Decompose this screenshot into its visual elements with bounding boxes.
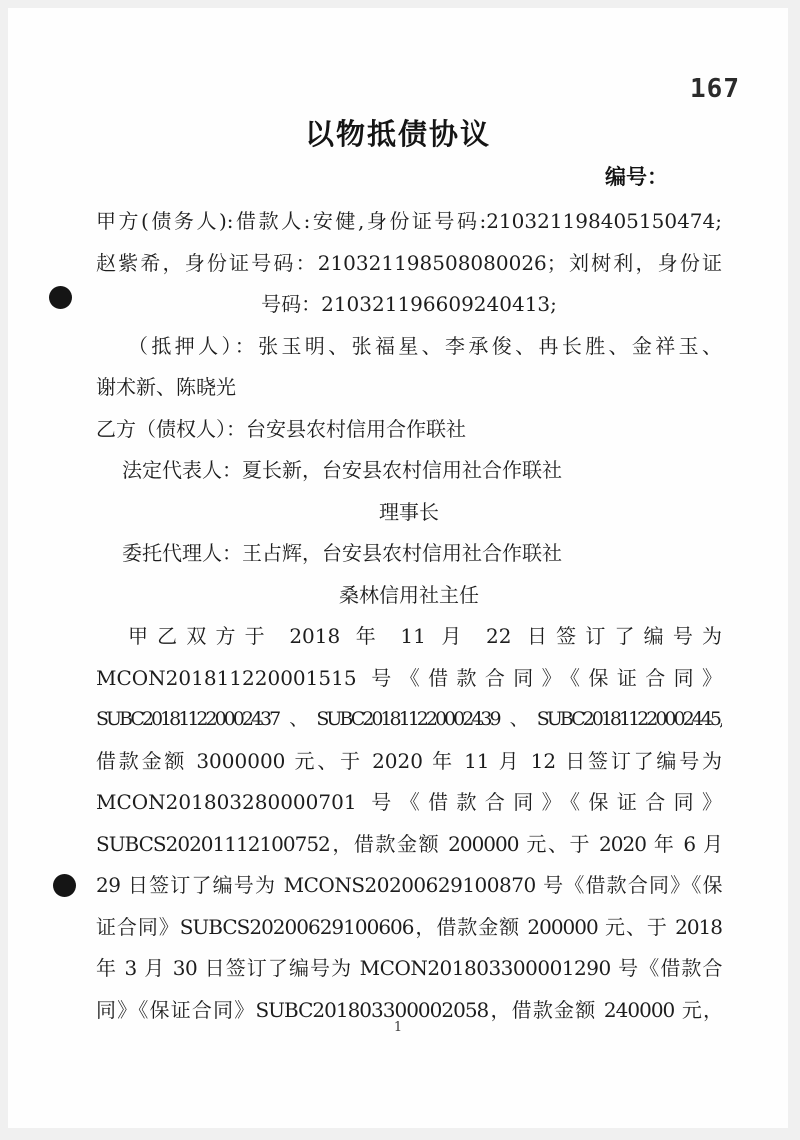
authorized-agent-line-1: 委托代理人：王占辉，台安县农村信用社合作联社 bbox=[122, 541, 562, 565]
party-a-debtor-line-3: 号码：210321196609240413; bbox=[261, 292, 557, 316]
body-paragraph-line: MCON201803280000701 号《借款合同》《保证合同》 bbox=[96, 790, 722, 814]
body-paragraph-line: SUBCS20201112100752，借款金额 200000 元、于 2020 年 6 月 bbox=[96, 831, 722, 856]
document-body bbox=[8, 201, 788, 1031]
mortgagors-line-2: 谢术新、陈晓光 bbox=[96, 375, 236, 399]
body-paragraph-line: 29 日签订了编号为 MCONS20200629100870 号《借款合同》《保 bbox=[96, 873, 722, 897]
hole-punch-dot-icon bbox=[49, 286, 72, 309]
footer-page-number: 1 bbox=[393, 1020, 403, 1035]
mortgagors-line-1: （抵押人）：张玉明、张福星、李承俊、冉长胜、金祥玉、 bbox=[128, 333, 722, 358]
body-paragraph-line: 借款金额 3000000 元、于 2020 年 11 月 12 日签订了编号为 bbox=[96, 748, 722, 773]
body-paragraph-line: SUBC201811220002437、SUBC201811220002439、SUBC201811220002445, bbox=[96, 708, 722, 730]
legal-representative-line-2: 理事长 bbox=[379, 499, 439, 524]
body-paragraph-line: 甲乙双方于 2018 年 11 月 22 日签订了编号为 bbox=[128, 624, 722, 648]
body-paragraph-line: 同》《保证合同》SUBC201803300002058，借款金额 240000 元， bbox=[96, 997, 722, 1022]
authorized-agent-line-2: 桑林信用社主任 bbox=[339, 582, 479, 607]
document-title: 以物抵债协议 bbox=[304, 117, 491, 151]
document-page bbox=[8, 8, 788, 1128]
serial-number-label: 编号： bbox=[605, 165, 668, 189]
legal-representative-line-1: 法定代表人：夏长新，台安县农村信用社合作联社 bbox=[122, 458, 562, 482]
hole-punch-dot-icon bbox=[53, 874, 76, 897]
party-b-creditor-line: 乙方（债权人）：台安县农村信用合作联社 bbox=[96, 416, 466, 441]
body-paragraph-line: 证合同》SUBCS20200629100606，借款金额 200000 元、于 2018 bbox=[96, 914, 722, 939]
party-a-debtor-line-1: 甲方(债务人):借款人:安健,身份证号码:210321198405150474; bbox=[96, 209, 722, 233]
body-paragraph-line: 年 3 月 30 日签订了编号为 MCON201803300001290 号《借款合 bbox=[96, 956, 722, 980]
page-stamp-number: 167 bbox=[690, 74, 740, 104]
body-paragraph-line: MCON201811220001515 号《借款合同》《保证合同》 bbox=[96, 665, 722, 690]
party-a-debtor-line-2: 赵紫希，身份证号码：210321198508080026；刘树利，身份证 bbox=[96, 250, 722, 275]
